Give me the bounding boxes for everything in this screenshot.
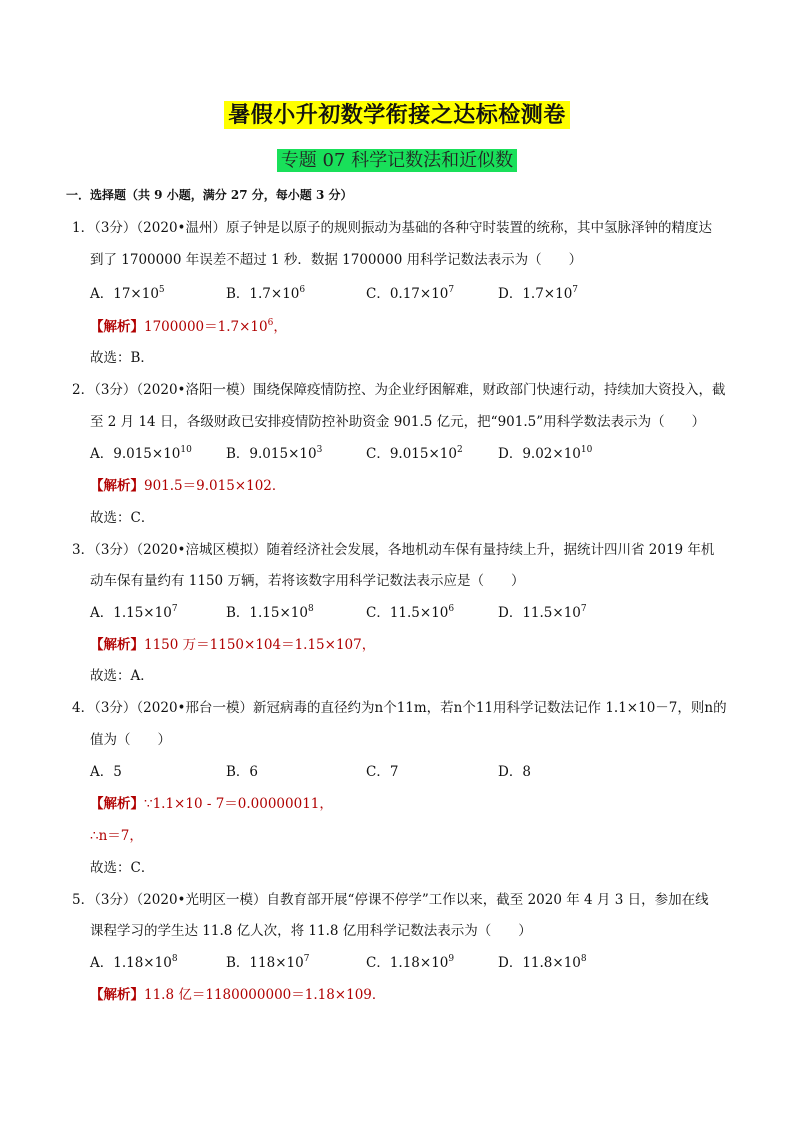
question-2-option-c: C．$9.015\times 10^2$	[366, 445, 463, 462]
question-3-option-d: D．$11.5\times 10^7$	[498, 604, 587, 621]
question-2-option-d: D．$9.02\times 10^{10}$	[498, 445, 593, 462]
question-3-stem-line-1: 3．（3分）（2020•涪城区模拟）随着经济社会发展，各地机动车保有量持续上升，据统计四川省 2019 年机	[72, 542, 715, 558]
question-4-stem-line-2: 值为（ ）	[90, 732, 171, 748]
question-1-option-c: C．$0.17\times 10^7$	[366, 285, 455, 302]
question-5-option-c: C．$1.18\times 10^9$	[366, 954, 455, 971]
question-1-option-a: A．$17\times 10^5$	[90, 285, 165, 302]
question-5-analysis: 【解析】11.8 亿＝1180000000＝1.18×109．	[90, 987, 386, 1003]
document-title: 暑假小升初数学衔接之达标检测卷	[0, 98, 794, 129]
question-1-option-d: D．$1.7\times 10^7$	[498, 285, 579, 302]
question-3-answer: 故选：A．	[90, 668, 154, 684]
question-2-answer: 故选：C．	[90, 510, 155, 526]
question-2-analysis: 【解析】901.5＝9.015×102．	[90, 478, 286, 494]
question-2-option-a: A．$9.015\times 10^{10}$	[90, 445, 192, 462]
question-1-answer: 故选：B．	[90, 350, 154, 366]
question-3-option-c: C．$11.5\times 10^6$	[366, 604, 455, 621]
question-1-analysis: 【解析】$1700000=1.7\times 10^6$，	[90, 318, 287, 335]
section-heading: 一．选择题（共 9 小题，满分 27 分，每小题 3 分）	[66, 188, 353, 202]
question-5-stem-line-2: 课程学习的学生达 11.8 亿人次，将 11.8 亿用科学记数法表示为（ ）	[90, 923, 532, 939]
question-3-option-b: B．$1.15\times 10^8$	[226, 604, 314, 621]
question-2-stem-line-2: 至 2 月 14 日，各级财政已安排疫情防控补助资金 901.5 亿元，把“901.5”用科学数法表示为（ ）	[90, 414, 706, 430]
question-4-option-a: A．5	[90, 764, 122, 780]
question-4-option-d: D．8	[498, 764, 531, 780]
question-4-analysis: 【解析】∵1.1×10 - 7＝0.00000011，	[90, 796, 333, 812]
question-2-stem-line-1: 2．（3分）（2020•洛阳一模）围绕保障疫情防控、为企业纾困解难，财政部门快速行动，持续加大资投入，截	[72, 382, 726, 398]
question-5-stem-line-1: 5．（3分）（2020•光明区一模）自教育部开展“停课不停学”工作以来，截至 2020 年 4 月 3 日，参加在线	[72, 892, 709, 908]
question-1-stem-line-1: 1．（3分）（2020•温州）原子钟是以原子的规则振动为基础的各种守时装置的统称，其中氢脉泽钟的精度达	[72, 220, 712, 236]
question-2-option-b: B．$9.015\times 10^3$	[226, 445, 323, 462]
question-5-option-d: D．$11.8\times 10^8$	[498, 954, 587, 971]
document-subtitle: 专题 07 科学记数法和近似数	[0, 146, 794, 172]
question-4-option-b: B．6	[226, 764, 259, 780]
question-4-option-c: C．7	[366, 764, 399, 780]
question-4-answer: 故选：C．	[90, 860, 155, 876]
question-5-option-a: A．$1.18\times 10^8$	[90, 954, 178, 971]
question-4-analysis-line-2: ∴n＝7，	[90, 828, 143, 844]
question-1-option-b: B．$1.7\times 10^6$	[226, 285, 306, 302]
question-3-stem-line-2: 动车保有量约有 1150 万辆，若将该数字用科学记数法表示应是（ ）	[90, 573, 525, 589]
question-4-stem-line-1: 4．（3分）（2020•邢台一模）新冠病毒的直径约为n个11m，若n个11用科学记数法记作 1.1×10－7，则n的	[72, 700, 727, 716]
question-1-stem-line-2: 到了 1700000 年误差不超过 1 秒．数据 1700000 用科学记数法表示为（ ）	[90, 252, 583, 268]
question-3-option-a: A．$1.15\times 10^7$	[90, 604, 178, 621]
question-3-analysis: 【解析】1150 万＝1150×104＝1.15×107，	[90, 637, 376, 653]
question-5-option-b: B．$118\times 10^7$	[226, 954, 310, 971]
